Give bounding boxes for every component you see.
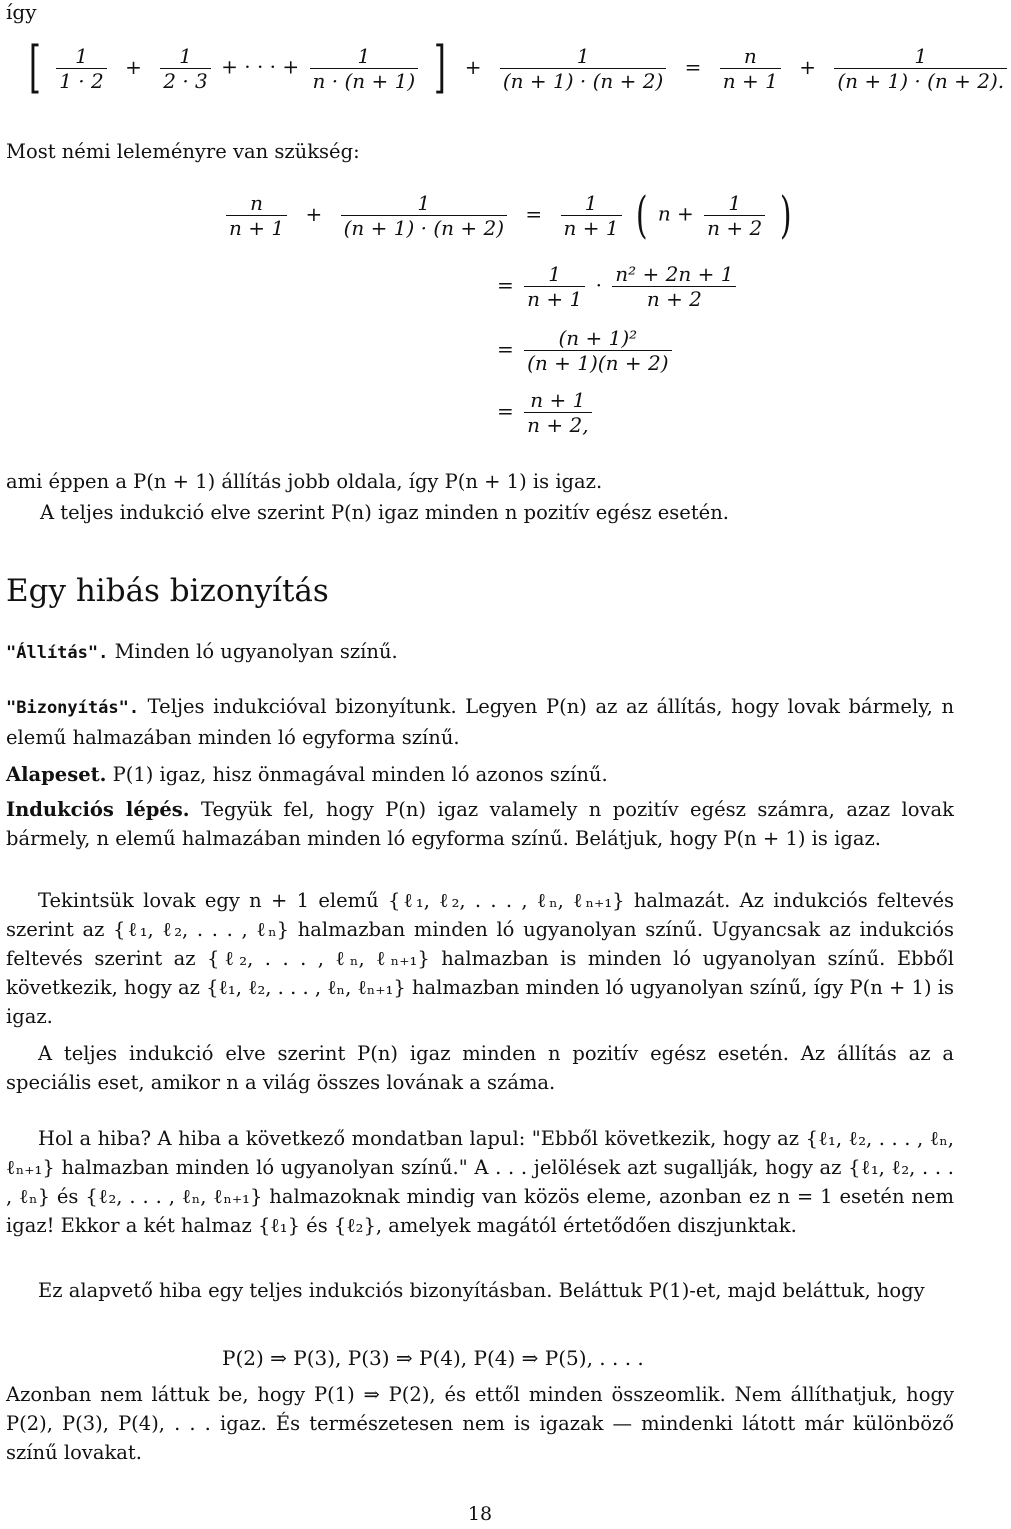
deriv-l2-frac1-num: 1 — [548, 262, 562, 286]
eq1-frac6-num: 1 — [914, 43, 928, 68]
base-text: P(1) igaz, hisz önmagával minden ló azonos színű. — [112, 763, 608, 786]
deriv-l3-den: (n + 1)(n + 2) — [524, 350, 671, 375]
deriv-l1-frac4-den: n + 2 — [704, 215, 765, 240]
top-word: így — [6, 0, 37, 24]
derivation-line-4: = $\frac{n + 1}{n + 2,}$ — [497, 388, 596, 437]
section-title: Egy hibás bizonyítás — [6, 573, 329, 609]
induction-step-paragraph — [6, 795, 954, 853]
derivation-line-2: = $\frac{1}{n + 1}$ · $\frac{\text{n² + 2n + 1}}{n + 2}$ — [497, 262, 740, 311]
consider-text: Tekintsük lovak egy n + 1 elemű {ℓ₁, ℓ₂, . . . , ℓₙ, ℓₙ₊₁} halmazát. Az indukciós feltevés szerint az {ℓ₁, ℓ₂, . . . , ℓₙ} halmazban minden ló ugyanolyan színű. Ugyancsak az indukciós feltevés szerint az {ℓ₂, . . . , ℓₙ, ℓₙ₊₁} halmazban is minden ló ugyanolyan színű. Ebből következik, hogy az {ℓ₁, ℓ₂, . . . , ℓₙ, ℓₙ₊₁} halmazban minden ló ugyanolyan színű, így P(n + 1) is igaz. — [6, 889, 954, 1028]
equation-sum: [ $\frac{1}{1 \cdot 2}$ + $\frac{1}{2 \cdot 3}$ + · · · + $\frac{1}{n \cdot (n + 1)}$ ] + $\frac{1}{(n + 1) \cdot (n + 2)}$ = $\frac{n}{n + 1}$ + $\frac{1}{(n + 1) \cdot (n + 2).}$ — [24, 40, 1011, 96]
page-number: 18 — [467, 1503, 493, 1525]
deriv-l1-frac3-num: 1 — [584, 190, 598, 215]
eq1-frac5-num: n — [743, 43, 757, 68]
deriv-l1-n: n + — [657, 201, 694, 226]
basic-error-paragraph — [6, 1276, 954, 1305]
step-text: Tegyük fel, hogy P(n) igaz valamely n pozitív egész számra, azaz lovak bármely, n elemű halmazában minden ló egyforma színű. Belátjuk, hogy P(n + 1) is igaz. — [6, 798, 954, 850]
step-label: Indukciós lépés. — [6, 798, 190, 821]
deriv-l1-frac3-den: n + 1 — [561, 215, 622, 240]
deriv-l3-num: (n + 1)² — [558, 326, 638, 350]
deriv-l1-frac1-num: n — [250, 190, 263, 215]
proof-paragraph — [6, 692, 954, 752]
base-label: Alapeset. — [6, 763, 107, 786]
deriv-l1-frac2-num: 1 — [417, 190, 431, 215]
conclusion-paragraph — [6, 1039, 954, 1097]
eq1-dots: + · · · + — [221, 54, 300, 79]
after-text-2: A teljes indukció elve szerint P(n) igaz minden n pozitív egész esetén. — [40, 501, 729, 524]
eq1-frac5-den: n + 1 — [720, 68, 781, 93]
proof-text: Teljes indukcióval bizonyítunk. Legyen P(n) az az állítás, hogy lovak bármely, n elemű halmazában minden ló egyforma színű. — [6, 695, 954, 749]
deriv-l2-frac2-num: n² + 2n + 1 — [615, 262, 734, 286]
need-text: Most némi leleményre van szükség: — [6, 140, 360, 163]
deriv-l1-frac2-den: (n + 1) · (n + 2) — [341, 215, 507, 240]
error-paragraph — [6, 1124, 954, 1240]
after-text-1: ami éppen a P(n + 1) állítás jobb oldala, így P(n + 1) is igaz. — [6, 470, 603, 493]
base-case-paragraph — [6, 760, 954, 789]
deriv-l1-frac1-den: n + 1 — [226, 215, 287, 240]
eq1-frac4-den: (n + 1) · (n + 2) — [500, 68, 666, 93]
consider-paragraph — [6, 886, 954, 1031]
error-text: Hol a hiba? A hiba a következő mondatban lapul: "Ebből következik, hogy az {ℓ₁, ℓ₂, . . . , ℓₙ, ℓₙ₊₁} halmazban minden ló ugyanolyan színű." A . . . jelölések azt sugallják, hogy az {ℓ₁, ℓ₂, . . . , ℓₙ} és {ℓ₂, . . . , ℓₙ, ℓₙ₊₁} halmazoknak mindig van közös eleme, azonban ez n = 1 esetén nem igaz! Ekkor a két halmaz {ℓ₁} és {ℓ₂}, amelyek magától értetődően diszjunktak. — [6, 1127, 954, 1237]
claim-line — [6, 640, 398, 664]
deriv-l4-den: n + 2, — [524, 412, 591, 437]
eq1-frac1-den: 1 · 2 — [56, 68, 107, 93]
basic-error-text: Ez alapvető hiba egy teljes indukciós bizonyításban. Beláttuk P(1)-et, majd beláttuk, hogy — [38, 1279, 925, 1302]
eq1-frac1-num: 1 — [75, 43, 88, 68]
final-paragraph — [6, 1380, 954, 1467]
deriv-l1-frac4-num: 1 — [728, 190, 742, 215]
derivation-line-1: $\frac{n}{n + 1}$ + $\frac{1}{(n + 1) \cdot (n + 2)}$ = $\frac{1}{n + 1}$ ( n + $\frac{1}{n + 2}$ ) — [222, 190, 795, 240]
final-text: Azonban nem láttuk be, hogy P(1) ⇒ P(2), és ettől minden összeomlik. Nem állíthatjuk, hogy P(2), P(3), P(4), . . . igaz. És természetesen nem is igazak — mindenki látott már különböző színű lovakat. — [6, 1383, 954, 1464]
deriv-l4-num: n + 1 — [530, 388, 586, 412]
eq1-frac4-num: 1 — [576, 43, 590, 68]
derivation-line-3: = $\frac{\text{(n + 1)²}}{(n + 1)(n + 2)}$ — [497, 326, 676, 375]
conclusion-text: A teljes indukció elve szerint P(n) igaz minden n pozitív egész esetén. Az állítás az a speciális eset, amikor n a világ összes lovának a száma. — [6, 1042, 954, 1094]
implications-display: P(2) ⇒ P(3), P(3) ⇒ P(4), P(4) ⇒ P(5), . . . . — [222, 1346, 644, 1370]
eq1-frac2-num: 1 — [179, 43, 192, 68]
deriv-l2-frac2-den: n + 2 — [612, 286, 736, 311]
eq1-frac3-den: n · (n + 1) — [310, 68, 419, 93]
eq1-frac3-num: 1 — [357, 43, 371, 68]
deriv-l2-frac1-den: n + 1 — [524, 286, 585, 311]
claim-label: "Állítás". — [6, 643, 109, 663]
eq1-frac6-den: (n + 1) · (n + 2). — [834, 68, 1007, 93]
proof-label: "Bizonyítás". — [6, 698, 140, 718]
claim-text: Minden ló ugyanolyan színű. — [114, 640, 398, 663]
eq1-frac2-den: 2 · 3 — [160, 68, 211, 93]
